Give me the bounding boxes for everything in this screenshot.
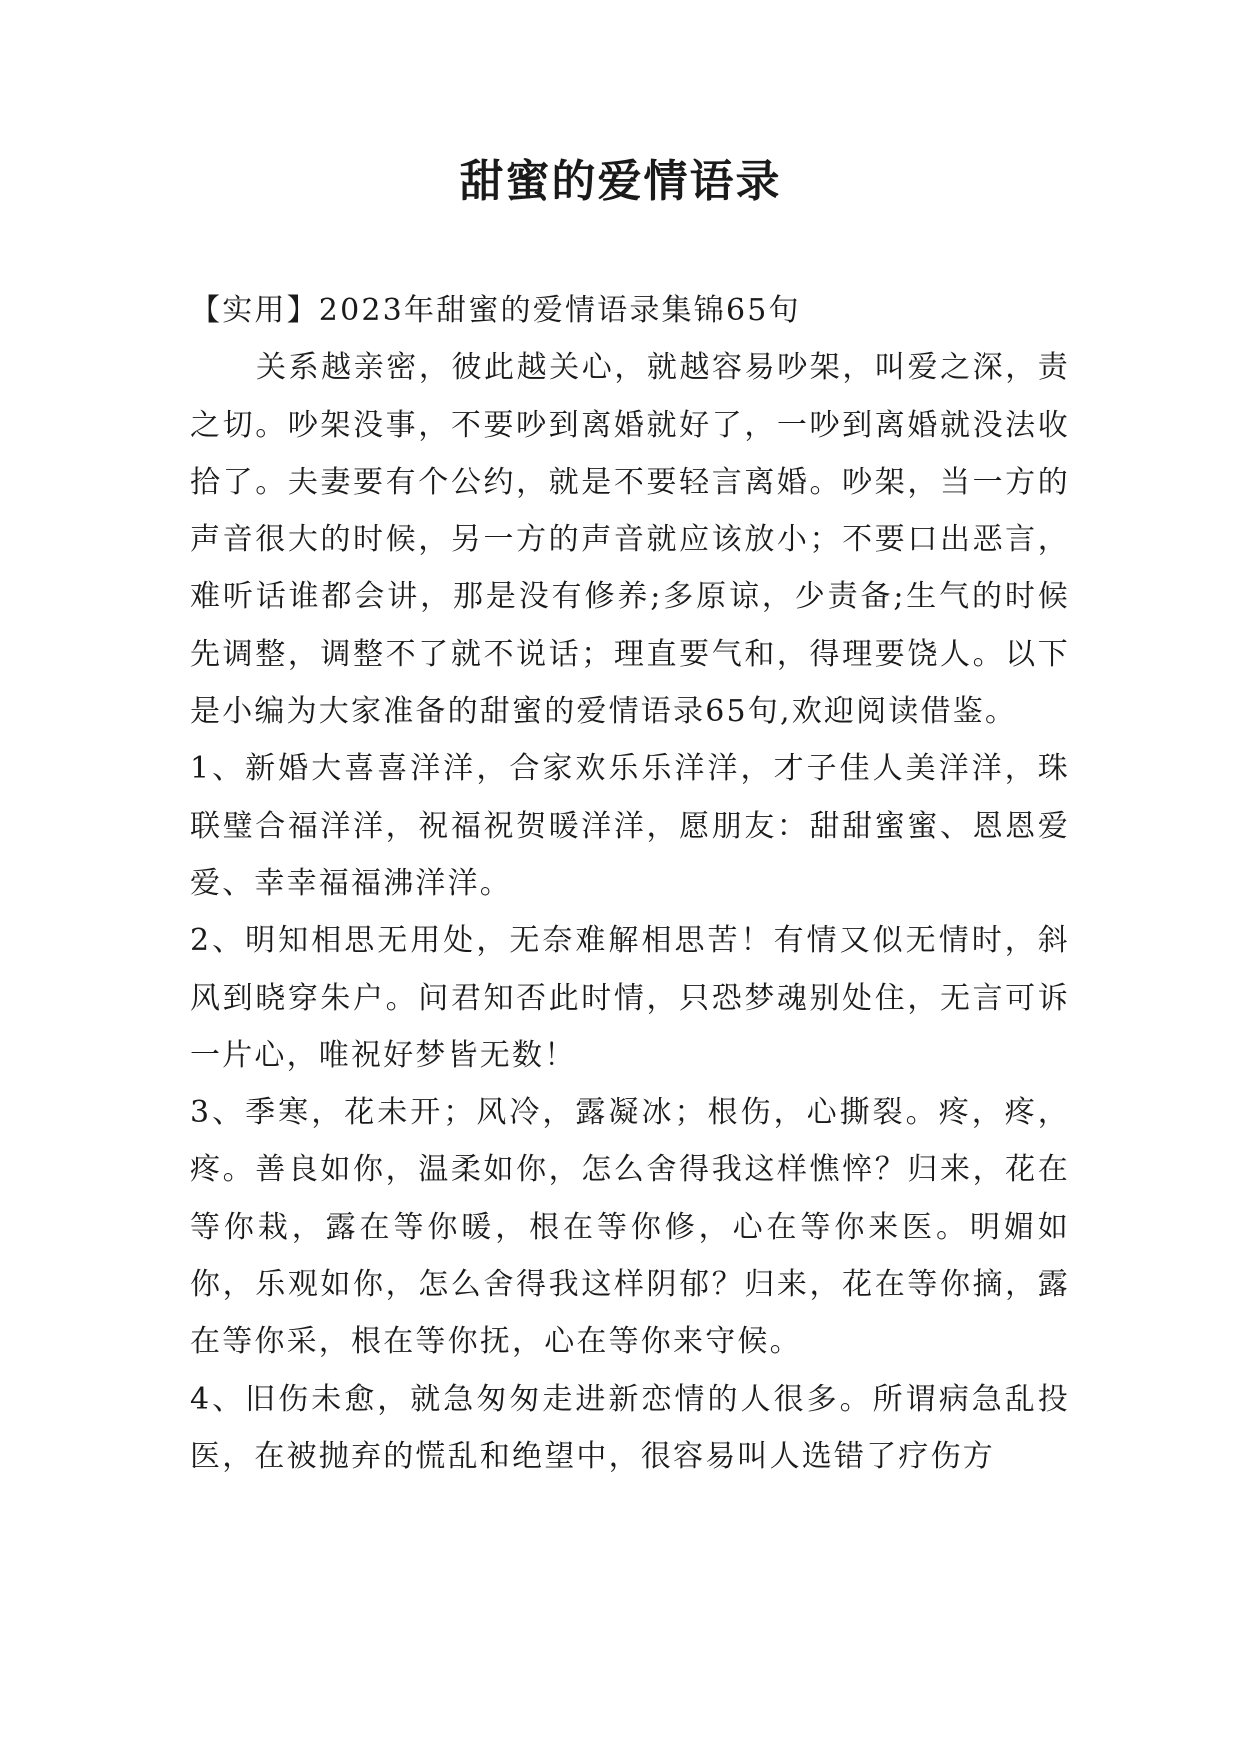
- document-subtitle: 【实用】2023年甜蜜的爱情语录集锦65句: [190, 293, 801, 328]
- quote-item-3: 3、季寒，花未开；风冷，露凝冰；根伤，心撕裂。疼，疼，疼。善良如你，温柔如你，怎么舍得我这样憔悴？归来，花在等你栽，露在等你暖，根在等你修，心在等你来医。明媚如你，乐观如你，怎么舍得我这样阴郁？归来，花在等你摘，露在等你采，根在等你抚，心在等你来守候。: [190, 1095, 1070, 1360]
- quote-item-4: 4、旧伤未愈，就急匆匆走进新恋情的人很多。所谓病急乱投医，在被抛弃的慌乱和绝望中，很容易叫人选错了疗伤方: [190, 1381, 1070, 1474]
- document-title: 甜蜜的爱情语录: [459, 156, 782, 207]
- intro-paragraph: 关系越亲密，彼此越关心，就越容易吵架，叫爱之深，责之切。吵架没事，不要吵到离婚就好了，一吵到离婚就没法收拾了。夫妻要有个公约，就是不要轻言离婚。吵架，当一方的声音很大的时候，另一方的声音就应该放小；不要口出恶言，难听话谁都会讲，那是没有修养;多原谅，少责备;生气的时候先调整，调整不了就不说话；理直要气和，得理要饶人。以下是小编为大家准备的甜蜜的爱情语录65句,欢迎阅读借鉴。: [190, 350, 1070, 730]
- document-body: [190, 282, 1070, 1485]
- quote-item-1: 1、新婚大喜喜洋洋，合家欢乐乐洋洋，才子佳人美洋洋，珠联璧合福洋洋，祝福祝贺暖洋洋，愿朋友：甜甜蜜蜜、恩恩爱爱、幸幸福福沸洋洋。: [190, 751, 1070, 901]
- quote-item-2: 2、明知相思无用处，无奈难解相思苦！有情又似无情时，斜风到晓穿朱户。问君知否此时情，只恐梦魂别处住，无言可诉一片心，唯祝好梦皆无数！: [190, 923, 1070, 1073]
